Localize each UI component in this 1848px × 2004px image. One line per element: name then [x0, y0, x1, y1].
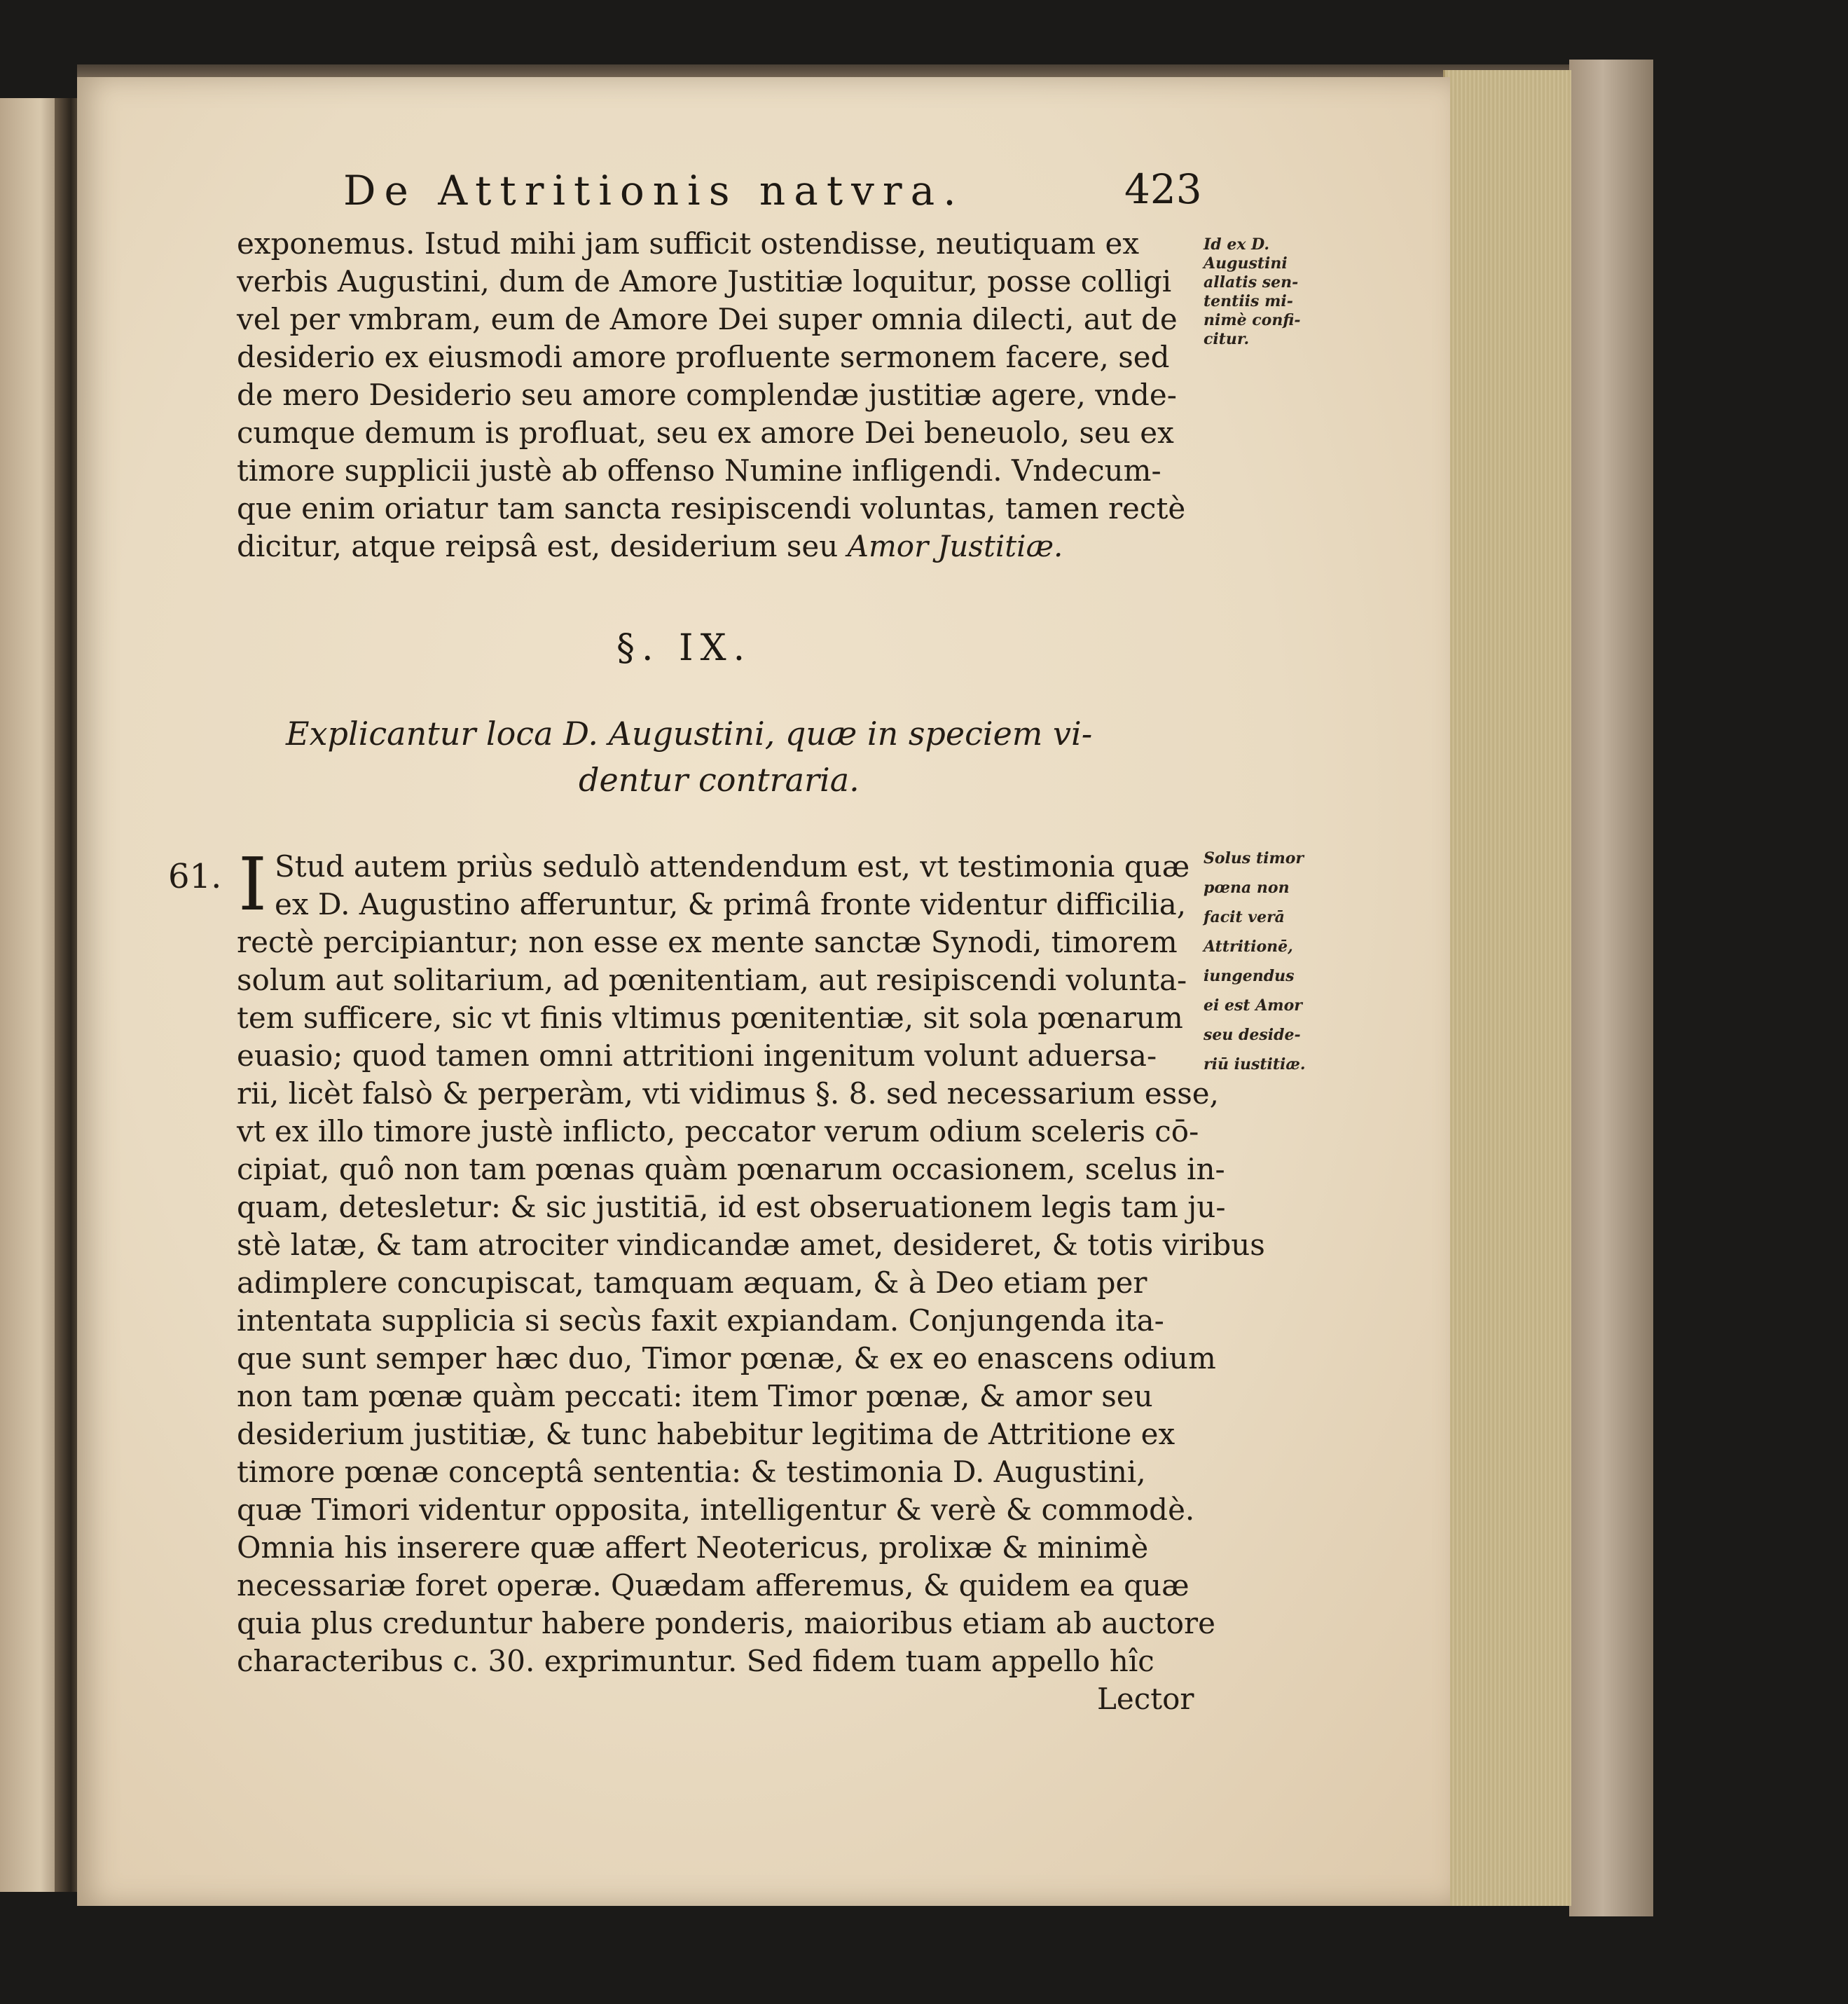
section-heading: §. IX.: [616, 627, 752, 669]
margin-note-line: Augustini: [1204, 254, 1288, 273]
margin-note-line: seu deside-: [1204, 1026, 1301, 1044]
catchword: Lector: [1097, 1682, 1194, 1716]
paragraph-number: 61.: [168, 857, 222, 896]
text-line: ex D. Augustino afferuntur, & primâ fronte videntur difficilia,: [275, 887, 1187, 921]
text-line: rectè percipiantur; non esse ex mente sanctæ Synodi, timorem: [237, 925, 1178, 959]
text-line: Stud autem priùs sedulò attendendum est, vt testimonia quæ: [275, 849, 1190, 884]
text-line: [237, 528, 1063, 565]
text-line: quæ Timori videntur opposita, intelligentur & verè & commodè.: [237, 1492, 1195, 1527]
text-line: timore pœnæ conceptâ sententia: & testimonia D. Augustini,: [237, 1455, 1146, 1489]
text-line: solum aut solitarium, ad pœnitentiam, aut resipiscendi volunta-: [237, 963, 1187, 997]
section-title-line: Explicantur loca D. Augustini, quæ in speciem vi-: [286, 715, 1093, 753]
margin-note-line: iungendus: [1204, 967, 1295, 985]
text-line: cumque demum is profluat, seu ex amore Dei beneuolo, seu ex: [237, 416, 1174, 450]
text-line: non tam pœnæ quàm peccati: item Timor pœnæ, & amor seu: [237, 1379, 1153, 1413]
text-line: vel per vmbram, eum de Amore Dei super omnia dilecti, aut de: [237, 302, 1178, 336]
text-line: desiderium justitiæ, & tunc habebitur legitima de Attritione ex: [237, 1417, 1175, 1451]
text-line: timore supplicii justè ab offenso Numine infligendi. Vndecum-: [237, 453, 1161, 488]
text-line: de mero Desiderio seu amore complendæ justitiæ agere, vnde-: [237, 378, 1177, 412]
text-line: cipiat, quô non tam pœnas quàm pœnarum occasionem, scelus in-: [237, 1152, 1225, 1186]
text-line: euasio; quod tamen omni attritioni ingenitum volunt aduersa-: [237, 1038, 1157, 1073]
text-line: stè latæ, & tam atrociter vindicandæ amet, desideret, & totis viribus: [237, 1228, 1265, 1262]
margin-note-line: nimè confi-: [1204, 311, 1301, 329]
margin-note-line: allatis sen-: [1204, 273, 1299, 291]
cover-board-right: [1569, 60, 1653, 1916]
margin-note-line: citur.: [1204, 330, 1250, 348]
text-line: vt ex illo timore justè inflicto, peccator verum odium sceleris cō-: [237, 1114, 1199, 1148]
text-line: que enim oriatur tam sancta resipiscendi voluntas, tamen rectè: [237, 491, 1186, 526]
margin-note-line: facit verā: [1204, 908, 1285, 926]
margin-note-line: ei est Amor: [1204, 996, 1302, 1015]
text-line: exponemus. Istud mihi jam sufficit ostendisse, neutiquam ex: [237, 226, 1140, 261]
text-line: quam, detesletur: & sic justitiā, id est obseruationem legis tam ju-: [237, 1190, 1226, 1224]
text-line: que sunt semper hæc duo, Timor pœnæ, & ex eo enascens odium: [237, 1341, 1216, 1375]
text-line: characteribus c. 30. exprimuntur. Sed fidem tuam appello hîc: [237, 1644, 1154, 1678]
margin-note-line: riū iustitiæ.: [1204, 1055, 1306, 1073]
italic-phrase: Amor Justitiæ.: [847, 529, 1063, 563]
margin-note-line: Attritionē,: [1204, 938, 1293, 956]
text-line-body: dicitur, atque reipsâ est, desiderium seu: [237, 529, 839, 563]
drop-initial: I: [238, 842, 268, 927]
text-line: rii, licèt falsò & perperàm, vti vidimus §. 8. sed necessarium esse,: [237, 1076, 1220, 1111]
text-line: desiderio ex eiusmodi amore profluente sermonem facere, sed: [237, 340, 1170, 374]
text-line: necessariæ foret operæ. Quædam afferemus, & quidem ea quæ: [237, 1568, 1190, 1602]
text-line: quia plus creduntur habere ponderis, maioribus etiam ab auctore: [237, 1606, 1215, 1640]
text-line: tem sufficere, sic vt finis vltimus pœnitentiæ, sit sola pœnarum: [237, 1001, 1183, 1035]
text-line: adimplere concupiscat, tamquam æquam, & à Deo etiam per: [237, 1265, 1147, 1300]
margin-note-line: tentiis mi-: [1204, 292, 1293, 310]
margin-note-line: Id ex D.: [1204, 235, 1270, 254]
section-title-line: dentur contraria.: [579, 761, 860, 799]
text-line: Omnia his inserere quæ affert Neotericus, prolixæ & minimè: [237, 1530, 1149, 1565]
text-line: verbis Augustini, dum de Amore Justitiæ loquitur, posse colligi: [237, 264, 1172, 298]
running-head: De Attritionis natvra.: [343, 167, 965, 214]
page-number: 423: [1124, 165, 1202, 213]
text-line: intentata supplicia si secùs faxit expiandam. Conjungenda ita-: [237, 1303, 1164, 1338]
page-block-fore-edge: [1443, 70, 1571, 1906]
margin-note-line: pœna non: [1204, 879, 1290, 897]
margin-note-line: Solus timor: [1204, 849, 1304, 867]
